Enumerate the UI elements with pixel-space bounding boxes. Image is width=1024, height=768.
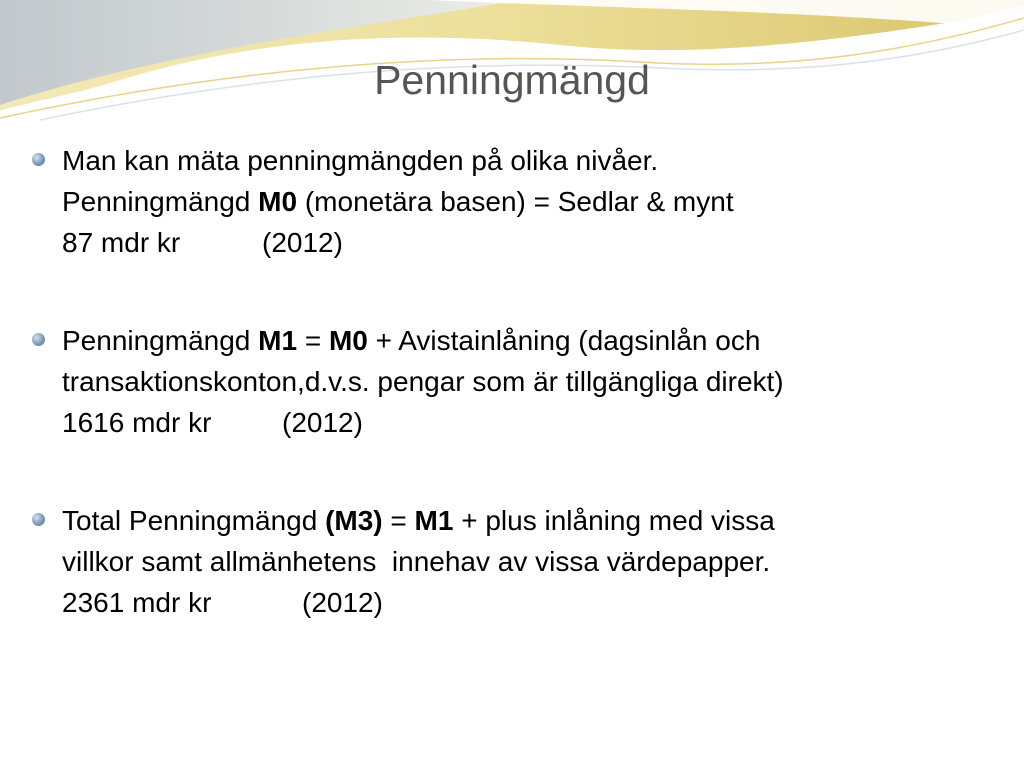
bullet-dot-icon	[32, 153, 45, 166]
bullet-line: Penningmängd M0 (monetära basen) = Sedlar & mynt	[62, 186, 734, 217]
bullet-dot-icon	[32, 513, 45, 526]
bullet-list	[30, 140, 990, 623]
bullet-line: Penningmängd M1 = M0 + Avistainlåning (dagsinlån och	[62, 325, 761, 356]
bullet-line: 1616 mdr kr (2012)	[62, 407, 363, 438]
bullet-item	[30, 320, 990, 443]
bullet-line: 87 mdr kr (2012)	[62, 227, 343, 258]
slide-title: Penningmängd	[374, 57, 650, 103]
bullet-item	[30, 500, 990, 623]
bullet-line: Total Penningmängd (M3) = M1 + plus inlåning med vissa	[62, 505, 775, 536]
bullet-line: 2361 mdr kr (2012)	[62, 587, 383, 618]
bullet-line: Man kan mäta penningmängden på olika nivåer.	[62, 145, 659, 176]
bullet-item	[30, 140, 990, 263]
bullet-dot-icon	[32, 333, 45, 346]
bullet-line: villkor samt allmänhetens innehav av vissa värdepapper.	[62, 546, 771, 577]
bullet-line: transaktionskonton,d.v.s. pengar som är tillgängliga direkt)	[62, 366, 784, 397]
